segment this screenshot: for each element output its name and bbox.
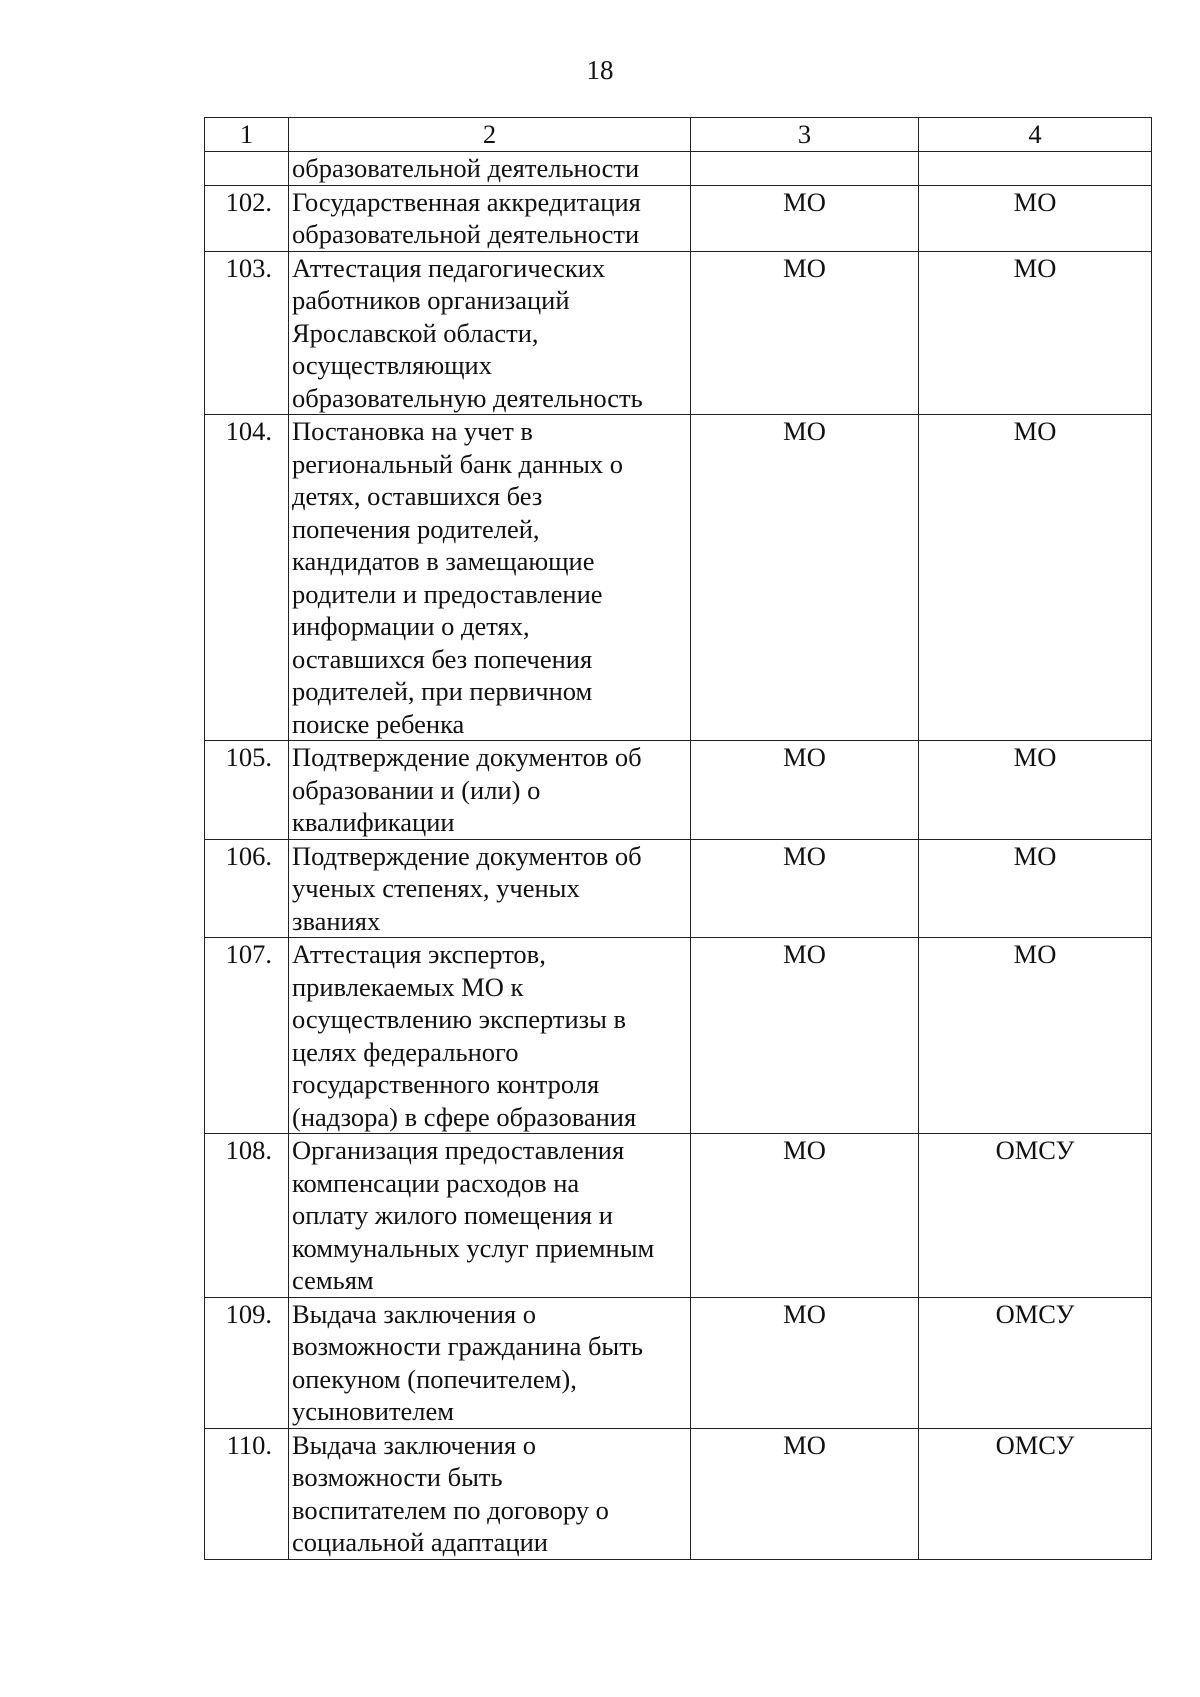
row-col3: МО	[691, 741, 919, 840]
header-cell-3: 3	[691, 118, 919, 152]
row-name	[289, 1428, 691, 1559]
page-number: 18	[586, 55, 614, 85]
row-name	[289, 938, 691, 1134]
row-number: 106.	[205, 839, 289, 938]
row-col3: МО	[691, 415, 919, 741]
row-name	[289, 251, 691, 415]
row-col3: МО	[691, 1428, 919, 1559]
row-col3: МО	[691, 938, 919, 1134]
row-col4: МО	[919, 185, 1152, 251]
row-number: 107.	[205, 938, 289, 1134]
row-name	[289, 152, 691, 186]
row-name-text: Выдача заключения о возможности гражданина быть опекуном (попечителем), усыновителем	[292, 1298, 643, 1426]
row-name-text: Выдача заключения о возможности быть воспитателем по договору о социальной адаптации	[292, 1429, 609, 1557]
table-header-row	[205, 118, 1152, 152]
row-number: 110.	[205, 1428, 289, 1559]
row-col3: МО	[691, 185, 919, 251]
row-name-text: Подтверждение документов об ученых степенях, ученых званиях	[292, 840, 642, 936]
row-col4: МО	[919, 415, 1152, 741]
row-name-text: Подтверждение документов об образовании и (или) о квалификации	[292, 742, 642, 837]
row-col4	[919, 152, 1152, 186]
row-col4: МО	[919, 839, 1152, 938]
row-col3: МО	[691, 251, 919, 415]
row-name	[289, 741, 691, 840]
table-row	[205, 938, 1152, 1134]
table-row	[205, 1428, 1152, 1559]
row-col4: МО	[919, 741, 1152, 840]
row-col4: ОМСУ	[919, 1134, 1152, 1298]
row-name	[289, 1297, 691, 1428]
row-number: 103.	[205, 251, 289, 415]
header-cell-4: 4	[919, 118, 1152, 152]
row-name-text: образовательной деятельности	[292, 153, 640, 183]
row-col4: ОМСУ	[919, 1297, 1152, 1428]
table-row-continuation	[205, 152, 1152, 186]
header-cell-2: 2	[289, 118, 691, 152]
row-name-text: Аттестация экспертов, привлекаемых МО к осуществлению экспертизы в целях федерального государственного контроля (надзора) в сфере образования	[292, 939, 637, 1132]
row-name	[289, 839, 691, 938]
row-number: 104.	[205, 415, 289, 741]
table-row	[205, 185, 1152, 251]
table-row	[205, 839, 1152, 938]
authority-table	[204, 117, 1152, 1560]
row-number: 109.	[205, 1297, 289, 1428]
row-name-text: Аттестация педагогических работников организаций Ярославской области, осуществляющих образовательную деятельность	[292, 252, 643, 413]
table-row	[205, 251, 1152, 415]
row-name	[289, 415, 691, 741]
table-row	[205, 1134, 1152, 1298]
row-col4: МО	[919, 251, 1152, 415]
row-number: 102.	[205, 185, 289, 251]
row-name	[289, 1134, 691, 1298]
row-col4: ОМСУ	[919, 1428, 1152, 1559]
row-col3	[691, 152, 919, 186]
row-name-text: Организация предоставления компенсации расходов на оплату жилого помещения и коммунальных услуг приемным семьям	[292, 1135, 655, 1295]
table-row	[205, 1297, 1152, 1428]
row-name-text: Постановка на учет в региональный банк данных о детях, оставшихся без попечения родителей, кандидатов в замещающие родители и предоставление информации о детях, оставшихся без попечения родителей, при первичном поиске ребенка	[292, 416, 624, 739]
row-name-text: Государственная аккредитация образовательной деятельности	[292, 186, 641, 249]
row-name	[289, 185, 691, 251]
row-number: 108.	[205, 1134, 289, 1298]
row-col4: МО	[919, 938, 1152, 1134]
row-number: 105.	[205, 741, 289, 840]
row-col3: МО	[691, 839, 919, 938]
header-cell-1: 1	[205, 118, 289, 152]
row-col3: МО	[691, 1134, 919, 1298]
row-col3: МО	[691, 1297, 919, 1428]
table-row	[205, 415, 1152, 741]
row-number	[205, 152, 289, 186]
table-row	[205, 741, 1152, 840]
